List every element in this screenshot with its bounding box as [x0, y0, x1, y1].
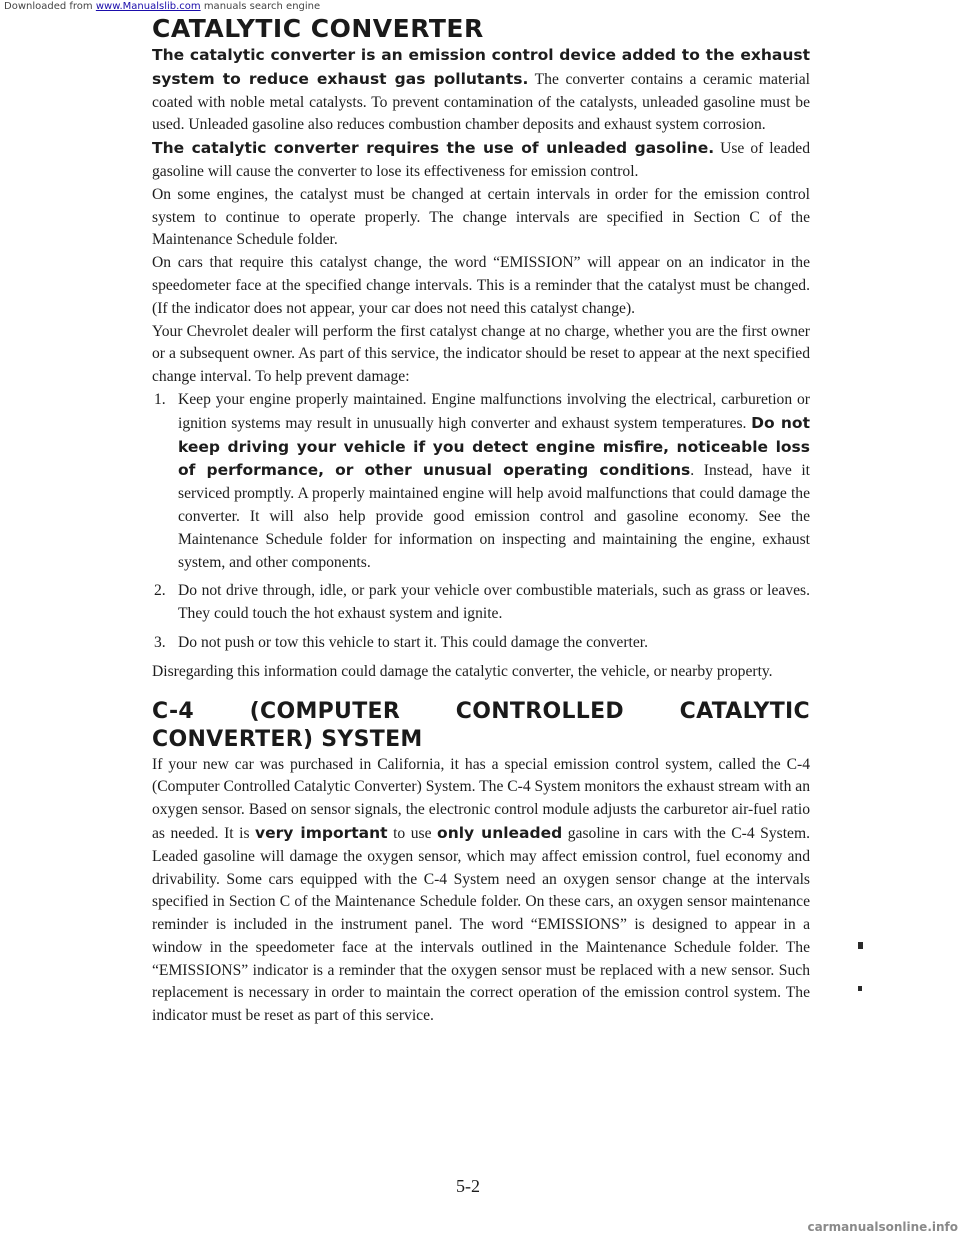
indicator-paragraph: On cars that require this catalyst change, the word “EMISSION” will appear on an indicator in the speedometer face at the specified change intervals. This is a reminder that the catalyst must be changed. (If the indicator does not appear, your car does not need this catalyst change).	[152, 254, 810, 317]
intro-lead: The catalytic converter is an emission control device added to the exhaust system to reduce exhaust gas pollutants.	[152, 46, 810, 88]
list-item	[152, 580, 810, 626]
list-text: Do not push or tow this vehicle to start it. This could damage the converter.	[178, 633, 649, 651]
list-warning: Do not keep driving your vehicle if you detect engine misfire, noticeable loss of performance, or other unusual operating conditions	[178, 413, 810, 480]
c4-text-b: to use	[387, 824, 438, 842]
header-prefix: Downloaded from	[4, 1, 96, 12]
page-number: 5-2	[456, 1176, 480, 1196]
c4-text-a: If your new car was purchased in California, it has a special emission control system, called the C-4 (Computer Controlled Catalytic Converter) System. The C-4 System monitors the exhaust stream with an oxygen sensor. Based on sensor signals, the electronic control module adjusts the carburetor air-fuel ratio as needed. It is	[152, 755, 811, 842]
unleaded-rest: Use of leaded gasoline will cause the converter to lose its effectiveness for emission control.	[152, 140, 810, 180]
unleaded-paragraph	[152, 137, 810, 184]
list-item	[152, 632, 810, 655]
intro-rest: The converter contains a ceramic material coated with noble metal catalysts. To prevent contamination of the catalysts, unleaded gasoline must be used. Unleaded gasoline also reduces combustion chamber deposits and exhaust system corrosion.	[152, 70, 810, 134]
list-number: 1.	[154, 390, 166, 408]
c4-text-c: gasoline in cars with the C-4 System. Leaded gasoline will damage the oxygen sensor, which may affect emission control, fuel economy and drivability. Some cars equipped with the C-4 System need an oxygen sensor change at the intervals specified in Section C of the Maintenance Schedule folder. On these cars, an oxygen sensor maintenance reminder is included in the instrument panel. The word “EMISSIONS” is designed to appear in a window in the speedometer face at the intervals outlined in the Maintenance Schedule folder. The “EMISSIONS” indicator is a reminder that the oxygen sensor must be replaced with a new sensor. Such replacement is necessary in order to maintain the correct operation of the emission control system. The indicator must be reset as part of this service.	[152, 824, 810, 1025]
list-text: Do not drive through, idle, or park your vehicle over combustible materials, such as grass or leaves. They could touch the hot exhaust system and ignite.	[178, 582, 810, 623]
intervals-paragraph: On some engines, the catalyst must be changed at certain intervals in order for the emission control system to continue to operate properly. The change intervals are specified in Section C of the Maintenance Schedule folder.	[152, 185, 810, 249]
unleaded-lead: The catalytic converter requires the use of unleaded gasoline.	[152, 139, 715, 158]
manual-page	[152, 14, 810, 1028]
intro-paragraph	[152, 44, 810, 137]
margin-mark	[858, 986, 862, 991]
margin-mark	[858, 942, 863, 949]
list-text-after: . Instead, have it serviced promptly. A properly maintained engine will help avoid malfunctions that could damage the converter. It will also help provide good emission control and gasoline economy. See the Maintenance Schedule folder for information on inspecting and maintaining the engine, exhaust system, and other components.	[178, 462, 810, 571]
dealer-paragraph: Your Chevrolet dealer will perform the first catalyst change at no charge, whether you are the first owner or a subsequent owner. As part of this service, the indicator should be reset to appear at the next specified change interval. To help prevent damage:	[152, 322, 810, 386]
section-title: C-4 (COMPUTER CONTROLLED CATALYTIC CONVERTER) SYSTEM	[152, 698, 810, 752]
c4-emphasis-important: very important	[255, 823, 388, 842]
manualslib-link[interactable]: www.Manualslib.com	[95, 1, 201, 12]
c4-emphasis-unleaded: only unleaded	[437, 823, 563, 842]
disregard-paragraph: Disregarding this information could damage the catalytic converter, the vehicle, or nearby property.	[152, 662, 773, 680]
c4-paragraph	[152, 754, 810, 1029]
list-item	[152, 389, 810, 574]
page-title: CATALYTIC CONVERTER	[152, 14, 484, 43]
list-text: Keep your engine properly maintained. Engine malfunctions involving the electrical, carburetion or ignition systems may result in unusually high converter and exhaust system temperatures.	[178, 390, 810, 432]
footer-watermark: carmanualsonline.info	[807, 1220, 958, 1234]
list-number: 3.	[154, 633, 166, 651]
header-suffix: manuals search engine	[200, 1, 321, 12]
list-number: 2.	[154, 582, 166, 600]
damage-prevention-list	[152, 389, 810, 655]
